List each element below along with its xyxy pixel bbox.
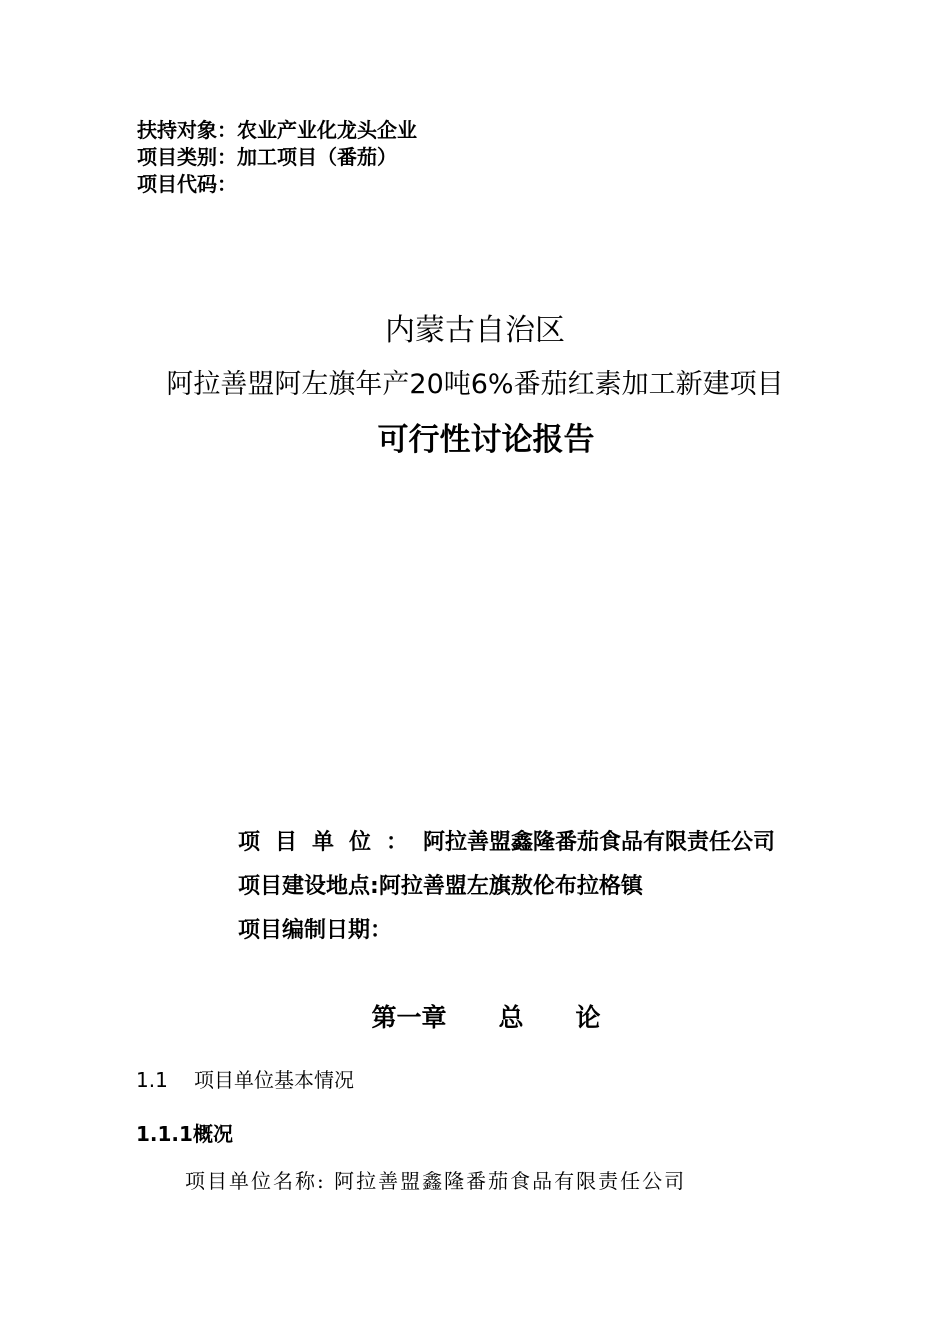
project-site-label: 项目建设地点:: [238, 874, 379, 899]
project-code-line: 项目代码：: [137, 172, 237, 196]
section-heading: [136, 1066, 354, 1094]
chapter-title-part1: 总: [498, 1003, 524, 1032]
subsection-heading: 1.1.1概况: [136, 1122, 233, 1146]
project-date-label: 项目编制日期：: [238, 918, 393, 943]
chapter-title-part2: 论: [575, 1003, 601, 1032]
project-unit-value: 阿拉善盟鑫隆番茄食品有限责任公司: [423, 830, 776, 855]
project-unit-line: [238, 828, 775, 858]
title-project: 阿拉善盟阿左旗年产20吨6%番茄红素加工新建项目: [166, 369, 784, 400]
project-date-line: [238, 916, 392, 946]
support-target-line: 扶持对象：农业产业化龙头企业: [137, 118, 417, 142]
body-paragraph: 项目单位名称: 阿拉善盟鑫隆番茄食品有限责任公司: [185, 1169, 687, 1193]
section-number: 1.1: [136, 1068, 168, 1092]
project-category-line: 项目类别：加工项目（番茄）: [137, 145, 397, 169]
project-unit-label: 项目单位：: [238, 830, 424, 855]
title-report: 可行性讨论报告: [377, 422, 595, 458]
chapter-heading: [0, 1001, 950, 1035]
chapter-number: 第一章: [371, 1003, 447, 1032]
section-title: 项目单位基本情况: [194, 1068, 354, 1092]
project-site-line: [238, 872, 643, 902]
project-site-value: 阿拉善盟左旗敖伦布拉格镇: [378, 874, 643, 899]
title-region: 内蒙古自治区: [385, 313, 565, 348]
